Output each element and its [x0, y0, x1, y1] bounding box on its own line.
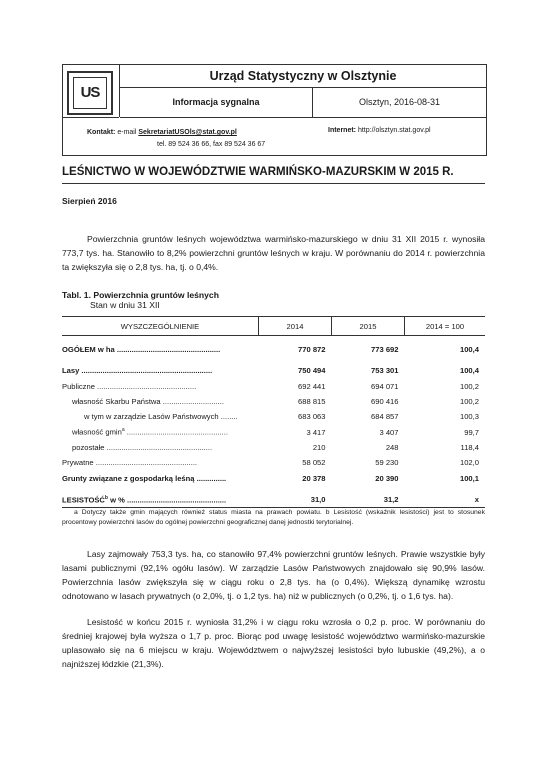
forest-area-table: [62, 316, 485, 508]
leader-dots: ..............: [194, 473, 227, 483]
table-row: [62, 342, 485, 357]
leader-dots: ................................................: [93, 458, 198, 468]
row-label: własność gmin: [72, 427, 122, 437]
table-title: Tabl. 1. Powierzchnia gruntów leśnych: [62, 290, 219, 300]
internet-line: [328, 127, 431, 134]
cell-2015: 31,2: [332, 492, 405, 508]
cell-index: 100,4: [459, 345, 479, 355]
col-header-2014: 2014: [259, 317, 332, 336]
row-label: własność Skarbu Państwa: [72, 397, 161, 407]
cell-2014: 31,0: [259, 492, 332, 508]
leader-dots: ..................................................: [104, 442, 213, 452]
internet-link[interactable]: http://olsztyn.stat.gov.pl: [357, 127, 431, 134]
cell-2014: 3 417: [306, 427, 326, 437]
leader-dots: ...............................................: [94, 381, 197, 391]
leader-dots: .................................................: [114, 345, 221, 355]
place-date: Olsztyn, 2016-08-31: [313, 88, 486, 118]
email-link[interactable]: SekretariatUSOls@stat.gov.pl: [138, 129, 237, 136]
intro-paragraph: Powierzchnia gruntów leśnych województwa warmińsko-mazurskiego w dniu 31 XII 2015 r. wynosiła 773,7 tys. ha. Stanowiło to 8,2% powierzchni gruntów leśnych w kraju. W porównaniu do 2014 r. powierzchnia ta zwiększyła się o 2,8 tys. ha, tj. o 0,4%.: [62, 234, 485, 272]
email-prefix: e-mail: [117, 129, 137, 136]
footnote-mark: b: [104, 494, 108, 501]
row-label: OGÓŁEM w ha: [62, 345, 115, 355]
cell-index: 100,2: [459, 397, 479, 407]
gus-logo: [67, 71, 113, 115]
cell-2015: 694 071: [371, 381, 399, 391]
document-header: [62, 64, 487, 156]
row-label: pozostałe: [72, 442, 105, 452]
publication-month: Sierpień 2016: [62, 196, 117, 206]
cell-2014: 58 052: [302, 458, 326, 468]
cell-2014: 210: [312, 442, 326, 452]
internet-label: Internet:: [328, 127, 356, 134]
row-label: LESISTOŚĆ: [62, 495, 105, 505]
table-row: [62, 440, 485, 455]
cell-2015: 59 230: [375, 458, 399, 468]
cell-index: 118,4: [460, 442, 479, 452]
row-label: Prywatne: [62, 458, 94, 468]
cell-2015: 3 407: [379, 427, 399, 437]
table-row: [62, 424, 485, 439]
paragraph-forests: Lasy zajmowały 753,3 tys. ha, co stanowiło 97,4% powierzchni gruntów leśnych. Prawie wszystkie były lasami publicznymi (92,1% ogółu lasów). W zarządzie Lasów Państwowych znajdowało się 90,9% lasów. Powierzchnia lasów zwiększyła się w ciągu roku o 2,8 tys. ha (o 0,4%). Większą dynamikę wzrostu odnotowano w lasach prywatnych (o 2,0%, tj. o 1,2 tys. ha) niż w publicznych (o 0,2%, tj. o 1,6 tys. ha).: [62, 549, 485, 601]
row-label: Grunty związane z gospodarką leśną: [62, 473, 195, 483]
cell-index: 99,7: [464, 427, 479, 437]
cell-2014: 683 063: [298, 412, 326, 422]
phone-fax: tel. 89 524 36 66, fax 89 524 36 67: [157, 141, 266, 148]
table-row: [62, 455, 485, 470]
table-row: [62, 379, 485, 394]
leader-dots: ..............................................................: [79, 366, 213, 376]
col-header-index: 2014 = 100: [405, 317, 486, 336]
cell-index: x: [405, 492, 486, 508]
cell-index: 100,4: [459, 366, 479, 376]
leader-dots: .............................: [160, 397, 224, 407]
footnote-mark: a: [121, 427, 125, 434]
office-name: Urząd Statystyczny w Olsztynie: [120, 65, 486, 88]
row-label: Lasy: [62, 366, 80, 376]
cell-2015: 248: [385, 442, 399, 452]
document-type: Informacja sygnalna: [120, 88, 313, 118]
cell-index: 100,2: [459, 381, 479, 391]
col-header-desc: WYSZCZEGÓLNIENIE: [62, 317, 259, 336]
contact-label: Kontakt:: [87, 129, 116, 136]
table-subtitle: Stan w dniu 31 XII: [90, 300, 160, 310]
row-label-unit: w %: [107, 495, 125, 505]
cell-2014: 692 441: [298, 381, 326, 391]
cell-index: 100,1: [459, 473, 479, 483]
table-row: [62, 470, 485, 485]
cell-2014: 750 494: [298, 366, 326, 376]
table-footnote: a Dotyczy także gmin mających również status miasta na prawach powiatu. b Lesistość (wskaźnik lesistości) jest to stosunek procentowy powierzchni lasów do ogólnej powierzchni geograficznej danej jednostki terytorialnej.: [62, 509, 485, 526]
table-row: [62, 409, 485, 424]
table-row: [62, 492, 485, 508]
cell-2015: 684 857: [371, 412, 399, 422]
col-header-2015: 2015: [332, 317, 405, 336]
cell-index: 102,0: [459, 458, 479, 468]
logo-text: US: [80, 84, 100, 101]
paragraph-forest-cover: Lesistość w końcu 2015 r. wyniosła 31,2% i w ciągu roku wzrosła o 0,2 p. proc. W porównaniu do średniej krajowej była wyższa o 1,7 p. proc. Biorąc pod uwagę lesistość województwo warmińsko-mazurskie uplasowało się na 6 miejscu w kraju. Województwem o najwyższej lesistości było lubuskie (49,2%), a o najniższej łódzkie (21,3%).: [62, 617, 485, 669]
cell-2015: 690 416: [371, 397, 399, 407]
cell-index: 100,3: [459, 412, 479, 422]
row-label: w tym w zarządzie Lasów Państwowych: [84, 412, 219, 422]
page-title: LEŚNICTWO W WOJEWÓDZTWIE WARMIŃSKO-MAZURSKIM W 2015 R.: [62, 166, 485, 184]
table-row: [62, 394, 485, 409]
row-label: Publiczne: [62, 381, 95, 391]
cell-2015: 753 301: [371, 366, 399, 376]
cell-2014: 20 378: [302, 473, 326, 483]
cell-2015: 773 692: [371, 345, 399, 355]
leader-dots: ................................................: [124, 427, 228, 437]
leader-dots: ........: [218, 412, 238, 422]
contact-line: [87, 127, 237, 139]
leader-dots: ...............................................: [124, 495, 227, 505]
cell-2015: 20 390: [375, 473, 399, 483]
cell-2014: 770 872: [298, 345, 326, 355]
table-row: [62, 363, 485, 378]
cell-2014: 688 815: [298, 397, 326, 407]
